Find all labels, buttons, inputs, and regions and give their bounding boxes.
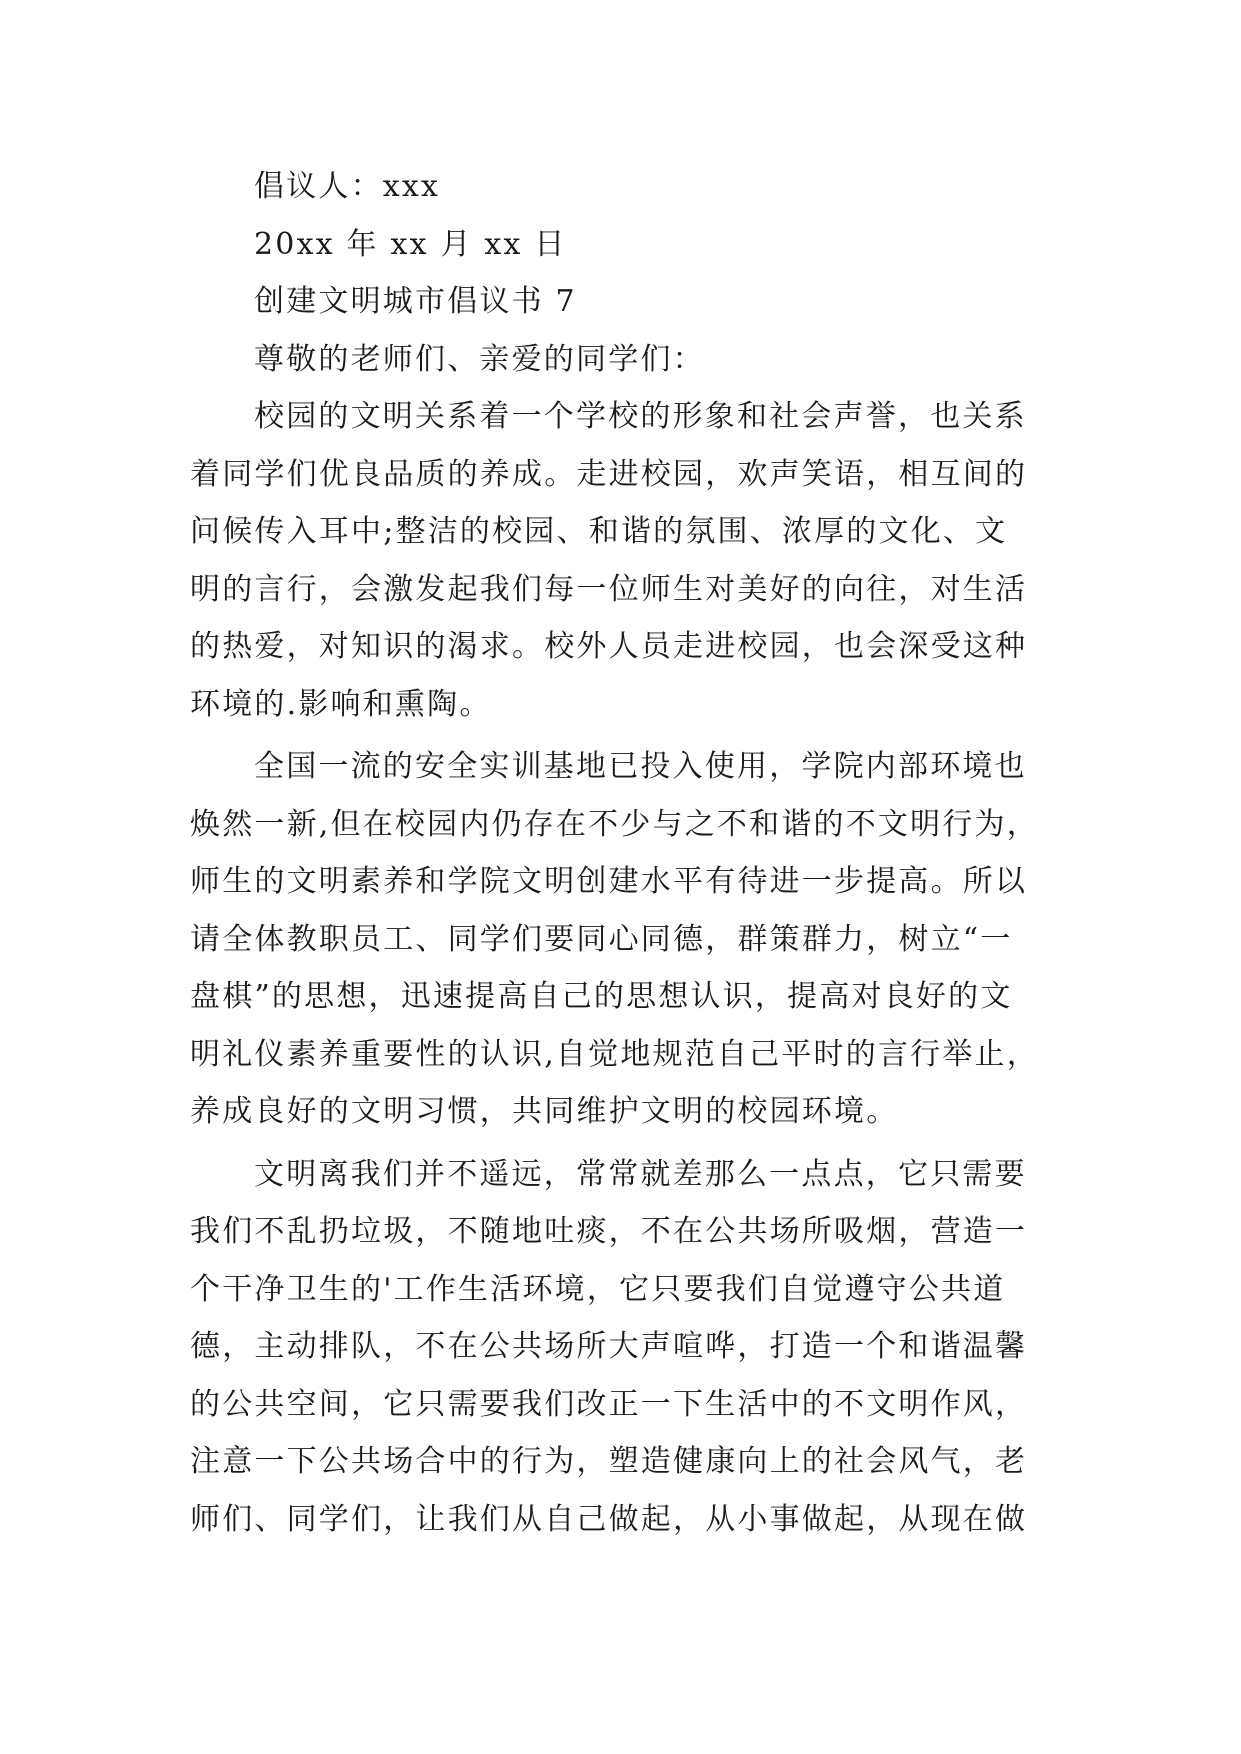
paragraph-line: 问候传入耳中;整洁的校园、和谐的氛围、浓厚的文化、文: [190, 514, 1008, 549]
paragraph-line: 养成良好的文明习惯，共同维护文明的校园环境。: [190, 1094, 899, 1129]
date-line: 20xx 年 xx 月 xx 日: [254, 226, 567, 262]
paragraph-line: 师们、同学们，让我们从自己做起，从小事做起，从现在做: [190, 1501, 1028, 1537]
section-title: 创建文明城市倡议书 7: [254, 284, 577, 319]
paragraph-line: 焕然一新,但在校园内仍存在不少与之不和谐的不文明行为，: [190, 806, 1039, 842]
paragraph-line: 的公共空间，它只需要我们改正一下生活中的不文明作风，: [190, 1386, 1028, 1422]
paragraph-1: [190, 388, 1050, 733]
paragraph-3: [190, 1146, 1050, 1549]
paragraph-line: 着同学们优良品质的养成。走进校园，欢声笑语，相互间的: [190, 456, 1028, 492]
paragraph-line: 校园的文明关系着一个学校的形象和社会声誉，也关系: [254, 399, 1027, 434]
paragraph-line: 明礼仪素养重要性的认识,自觉地规范自己平时的言行举止，: [190, 1036, 1039, 1072]
paragraph-line: 环境的.影响和熏陶。: [190, 686, 492, 722]
document-body: [190, 158, 1050, 1548]
proposer-line: 倡议人：xxx: [254, 169, 441, 204]
paragraph-line: 注意一下公共场合中的行为，塑造健康向上的社会风气，老: [190, 1444, 1028, 1479]
salutation: 尊敬的老师们、亲爱的同学们：: [254, 341, 705, 377]
paragraph-line: 请全体教职员工、同学们要同心同德，群策群力，树立“一: [190, 921, 1013, 957]
paragraph-line: 明的言行，会激发起我们每一位师生对美好的向往，对生活: [190, 571, 1028, 607]
paragraph-line: 个干净卫生的'工作生活环境，它只要我们自觉遵守公共道: [190, 1271, 1006, 1307]
paragraph-line: 的热爱，对知识的渴求。校外人员走进校园，也会深受这种: [190, 629, 1028, 664]
paragraph-line: 全国一流的安全实训基地已投入使用，学院内部环境也: [254, 749, 1027, 784]
paragraph-line: 我们不乱扔垃圾，不随地吐痰，不在公共场所吸烟，营造一: [190, 1214, 1028, 1249]
paragraph-line: 德，主动排队，不在公共场所大声喧哗，打造一个和谐温馨: [190, 1329, 1028, 1364]
paragraph-line: 盘棋”的思想，迅速提高自己的思想认识，提高对良好的文: [190, 979, 1013, 1014]
paragraph-2: [190, 738, 1050, 1141]
paragraph-line: 师生的文明素养和学院文明创建水平有待进一步提高。所以: [190, 864, 1028, 899]
paragraph-line: 文明离我们并不遥远，常常就差那么一点点，它只需要: [254, 1156, 1027, 1192]
